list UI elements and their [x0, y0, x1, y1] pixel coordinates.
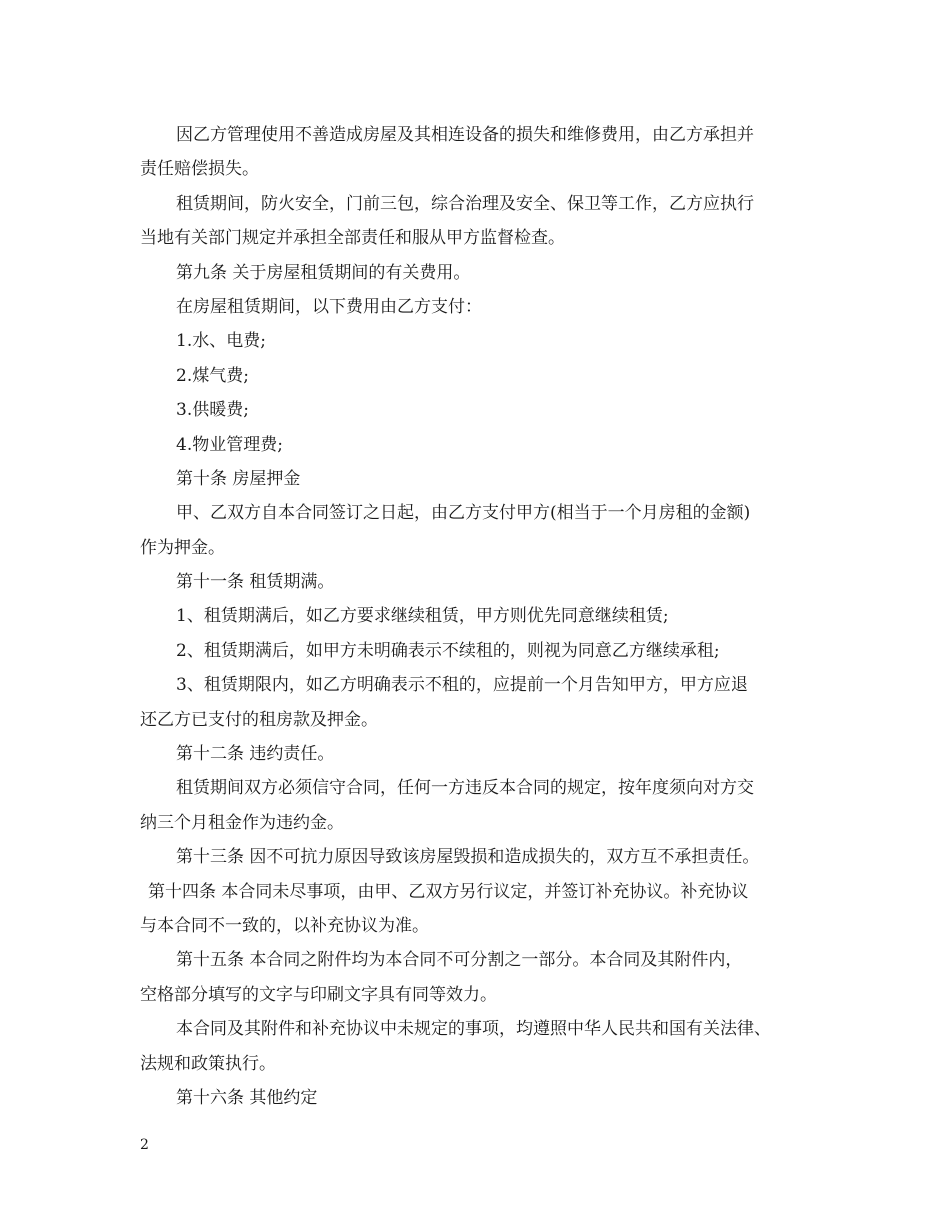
list-item: 1、租赁期满后，如乙方要求继续租赁，甲方则优先同意继续租赁;: [176, 606, 669, 627]
text-line: 当地有关部门规定并承担全部责任和服从甲方监督检查。: [140, 228, 565, 249]
list-item: 2、租赁期满后，如甲方未明确表示不续租的，则视为同意乙方继续承租;: [176, 640, 720, 661]
contract-body: [140, 118, 816, 1115]
article-heading: 第十五条 本合同之附件均为本合同不可分割之一部分。本合同及其附件内，: [176, 950, 743, 971]
list-item: 4.物业管理费;: [176, 434, 283, 455]
text-line: 作为押金。: [140, 537, 225, 558]
text-line: 租赁期间，防火安全，门前三包，综合治理及安全、保卫等工作，乙方应执行: [176, 193, 754, 214]
text-line: 租赁期间双方必须信守合同，任何一方违反本合同的规定，按年度须向对方交: [176, 778, 754, 799]
text-line: 在房屋租赁期间，以下费用由乙方支付：: [176, 296, 482, 317]
text-line: 还乙方已支付的租房款及押金。: [140, 709, 378, 730]
list-item: 1.水、电费;: [176, 331, 266, 352]
text-line: 纳三个月租金作为违约金。: [140, 812, 344, 833]
page-number: 2: [140, 1137, 149, 1153]
list-item: 3.供暖费;: [176, 400, 249, 421]
text-line: 与本合同不一致的，以补充协议为准。: [140, 915, 429, 936]
article-heading: 第十一条 租赁期满。: [176, 572, 335, 593]
article-heading: 第十条 房屋押金: [176, 468, 301, 489]
article-heading: 第十四条 本合同未尽事项，由甲、乙双方另行议定，并签订补充协议。补充协议: [148, 881, 749, 902]
article-heading: 第十二条 违约责任。: [176, 744, 335, 765]
text-line: 空格部分填写的文字与印刷文字具有同等效力。: [140, 984, 497, 1005]
text-line: 法规和政策执行。: [140, 1053, 276, 1074]
text-line: 甲、乙双方自本合同签订之日起，由乙方支付甲方(相当于一个月房租的金额): [176, 503, 751, 524]
article-heading: 第十六条 其他约定: [176, 1087, 318, 1108]
text-line: 本合同及其附件和补充协议中未规定的事项，均遵照中华人民共和国有关法律、: [176, 1019, 771, 1040]
article-heading: 第十三条 因不可抗力原因导致该房屋毁损和造成损失的，双方互不承担责任。: [176, 847, 760, 868]
list-item: 3、租赁期限内，如乙方明确表示不租的，应提前一个月告知甲方，甲方应退: [176, 675, 748, 696]
list-item: 2.煤气费;: [176, 365, 249, 386]
article-heading: 第九条 关于房屋租赁期间的有关费用。: [176, 262, 471, 283]
text-line: 责任赔偿损失。: [140, 159, 259, 180]
text-line: 因乙方管理使用不善造成房屋及其相连设备的损失和维修费用，由乙方承担并: [176, 125, 754, 145]
